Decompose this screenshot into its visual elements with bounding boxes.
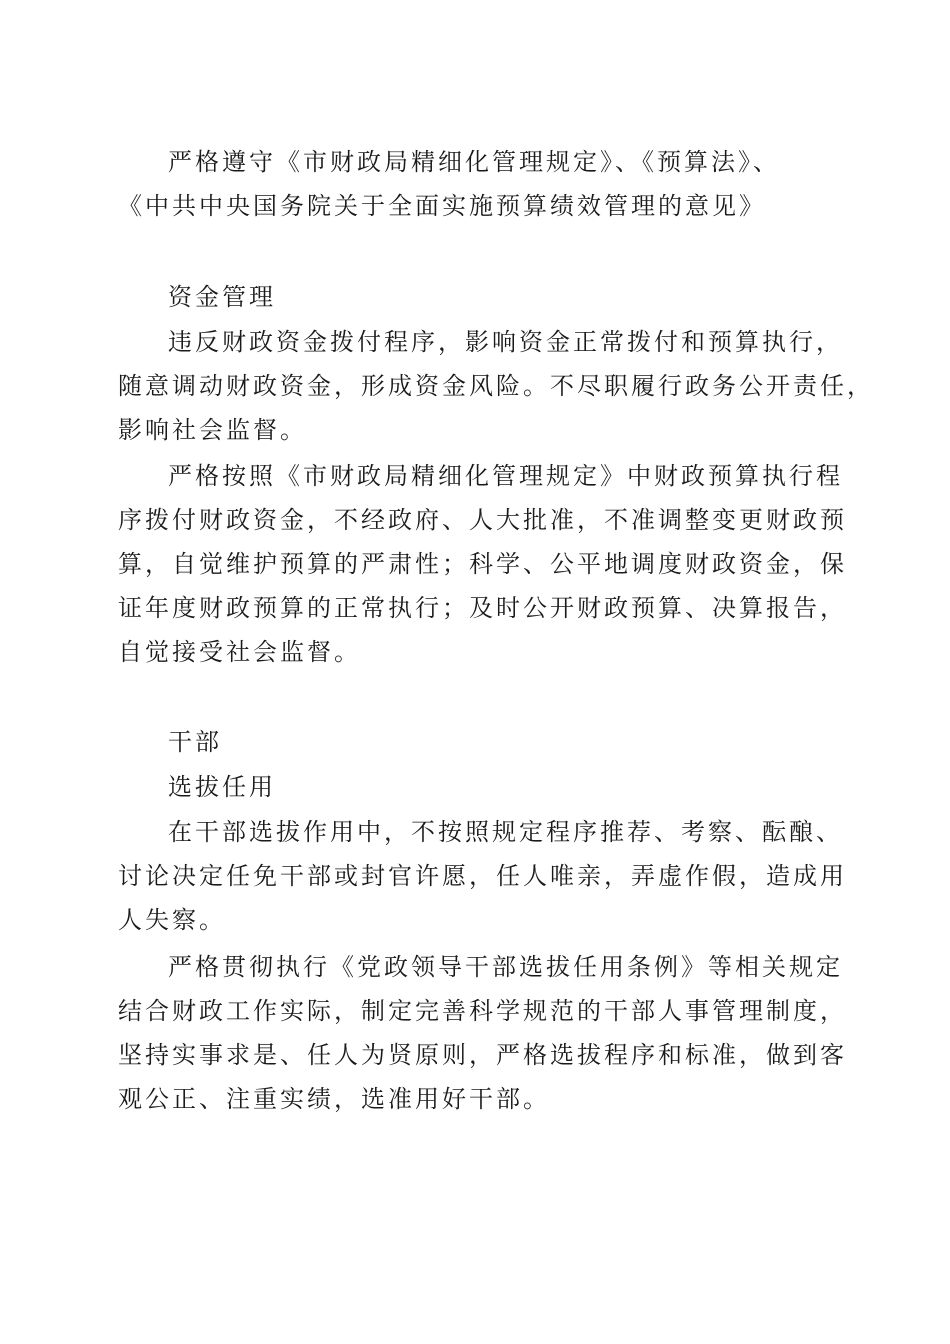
cadre-risk-line-2: 讨论决定任免干部或封官许愿，任人唯亲，弄虚作假，造成用 <box>118 862 847 890</box>
intro-line-2: 《中共中央国务院关于全面实施预算绩效管理的意见》 <box>118 192 766 220</box>
funds-risk-line-2: 随意调动财政资金，形成资金风险。不尽职履行政务公开责任， <box>118 372 874 400</box>
cadre-measure-line-2: 结合财政工作实际，制定完善科学规范的干部人事管理制度， <box>118 997 847 1025</box>
funds-measure-line-5: 自觉接受社会监督。 <box>118 638 361 666</box>
funds-measure-line-1: 严格按照《市财政局精细化管理规定》中财政预算执行程 <box>168 462 843 490</box>
section-heading-funds: 资金管理 <box>168 283 276 311</box>
funds-risk-line-1: 违反财政资金拨付程序，影响资金正常拨付和预算执行， <box>168 328 843 356</box>
funds-risk-line-3: 影响社会监督。 <box>118 416 307 444</box>
cadre-measure-line-4: 观公正、注重实绩，选准用好干部。 <box>118 1085 550 1113</box>
cadre-measure-paragraph <box>118 945 847 1121</box>
section-heading-cadre: 干部 <box>168 728 222 756</box>
funds-measure-paragraph <box>118 454 847 674</box>
cadre-risk-paragraph <box>118 810 847 942</box>
intro-paragraph <box>118 140 780 228</box>
funds-measure-line-3: 算，自觉维护预算的严肃性；科学、公平地调度财政资金，保 <box>118 550 847 578</box>
funds-measure-line-2: 序拨付财政资金，不经政府、人大批准，不准调整变更财政预 <box>118 506 847 534</box>
intro-line-1: 严格遵守《市财政局精细化管理规定》、《预算法》、 <box>168 148 780 176</box>
cadre-risk-line-1: 在干部选拔作用中，不按照规定程序推荐、考察、酝酿、 <box>168 818 843 846</box>
cadre-measure-line-1: 严格贯彻执行《党政领导干部选拔任用条例》等相关规定 <box>168 953 843 981</box>
subheading-selection: 选拔任用 <box>168 773 276 801</box>
cadre-risk-line-3: 人失察。 <box>118 906 226 934</box>
funds-risk-paragraph <box>118 320 874 452</box>
funds-measure-line-4: 证年度财政预算的正常执行；及时公开财政预算、决算报告， <box>118 594 847 622</box>
cadre-measure-line-3: 坚持实事求是、任人为贤原则，严格选拔程序和标准，做到客 <box>118 1041 847 1069</box>
